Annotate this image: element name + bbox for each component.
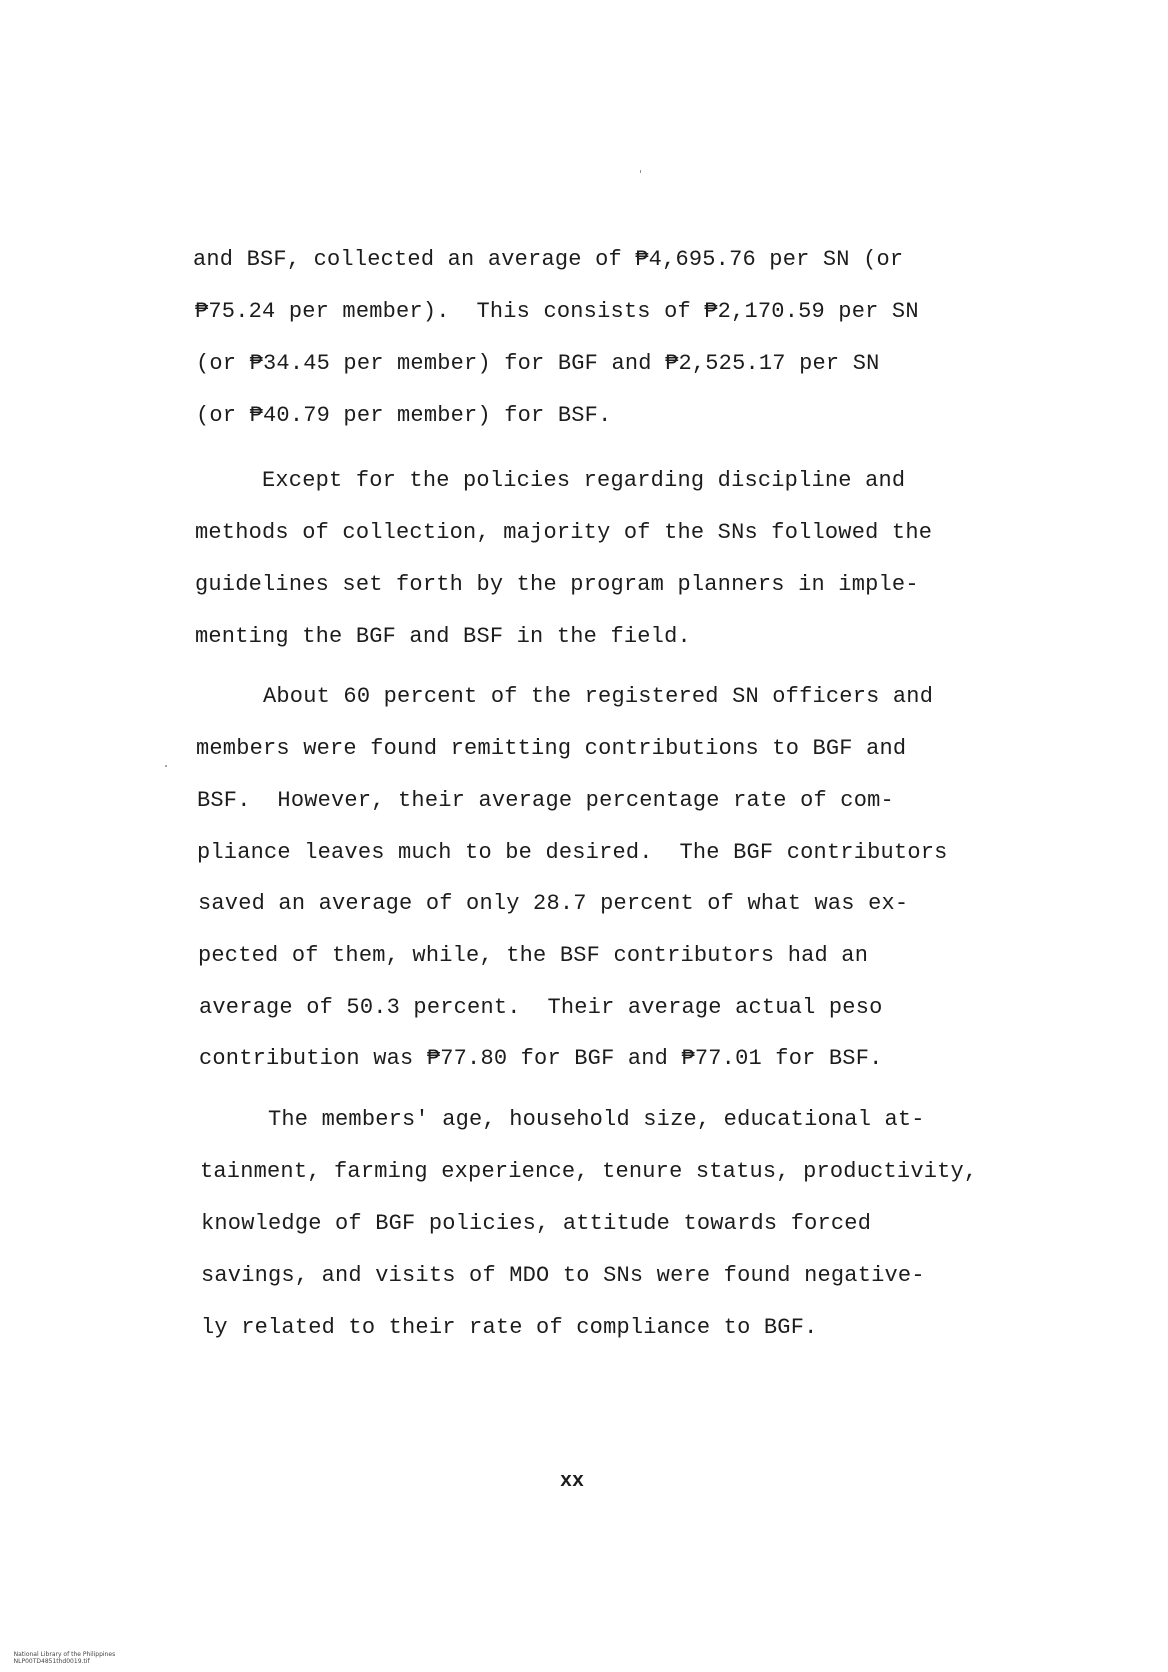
text-line: tainment, farming experience, tenure status, productivity, (200, 1159, 978, 1184)
text-line: The members' age, household size, educational at- (268, 1107, 925, 1132)
scan-speck (640, 170, 641, 173)
page-number: xx (560, 1470, 585, 1493)
text-line: pected of them, while, the BSF contributors had an (198, 943, 869, 968)
text-line: and BSF, collected an average of ₱4,695.76 per SN (or (193, 247, 904, 272)
text-line: contribution was ₱77.80 for BGF and ₱77.01 for BSF. (199, 1046, 883, 1071)
footer-library: National Library of the Philippines (13, 1651, 116, 1658)
text-line: saved an average of only 28.7 percent of what was ex- (198, 891, 909, 916)
text-line: (or ₱40.79 per member) for BSF. (196, 403, 612, 428)
text-line: savings, and visits of MDO to SNs were found negative- (201, 1263, 925, 1288)
text-line: pliance leaves much to be desired. The BGF contributors (197, 840, 948, 865)
text-line: BSF. However, their average percentage rate of com- (197, 788, 894, 813)
text-line: guidelines set forth by the program planners in imple- (195, 572, 919, 597)
text-line: ₱75.24 per member). This consists of ₱2,170.59 per SN (195, 299, 919, 324)
text-line: knowledge of BGF policies, attitude towards forced (201, 1211, 872, 1236)
text-line: About 60 percent of the registered SN officers and (263, 684, 934, 709)
text-line: Except for the policies regarding discipline and (262, 468, 906, 493)
scan-speck (165, 765, 167, 767)
scan-footer (6, 1644, 155, 1672)
text-line: average of 50.3 percent. Their average actual peso (199, 995, 883, 1020)
footer-file-id: NLP00TD4851thd0019.tif (13, 1658, 90, 1665)
text-line: ly related to their rate of compliance to BGF. (201, 1315, 818, 1340)
text-line: methods of collection, majority of the SNs followed the (195, 520, 933, 545)
text-line: (or ₱34.45 per member) for BGF and ₱2,525.17 per SN (196, 351, 880, 376)
text-line: menting the BGF and BSF in the field. (195, 624, 691, 649)
text-line: members were found remitting contributions to BGF and (196, 736, 907, 761)
